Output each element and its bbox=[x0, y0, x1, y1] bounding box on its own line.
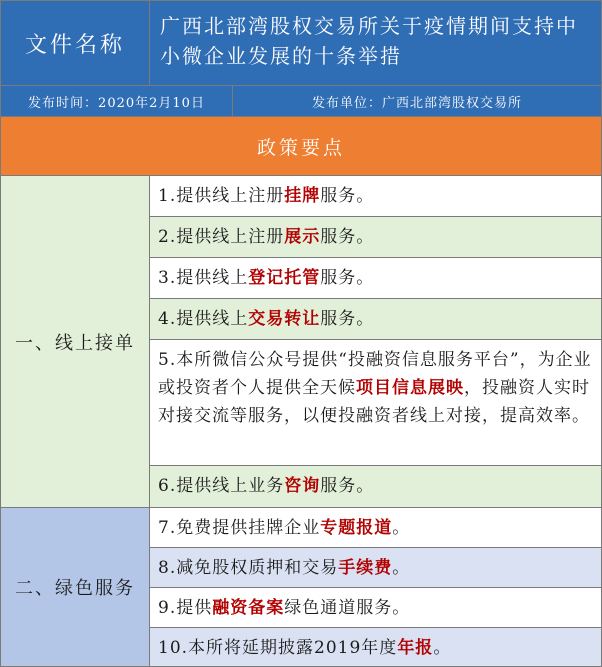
policy-item: 4.提供线上交易转让服务。 bbox=[149, 298, 602, 340]
policy-item: 10.本所将延期披露2019年度年报。 bbox=[149, 627, 602, 667]
policy-item: 9.提供融资备案绿色通道服务。 bbox=[149, 587, 602, 628]
policy-item: 7.免费提供挂牌企业专题报道。 bbox=[149, 507, 602, 548]
title-label: 文件名称 bbox=[0, 0, 150, 86]
category-green-service: 二、绿色服务 bbox=[0, 507, 150, 667]
publish-date: 发布时间：2020年2月10日 bbox=[0, 85, 233, 117]
policy-item: 6.提供线上业务咨询服务。 bbox=[149, 465, 602, 508]
category-online: 一、线上接单 bbox=[0, 175, 150, 508]
policy-item: 8.减免股权质押和交易手续费。 bbox=[149, 547, 602, 588]
publisher: 发布单位：广西北部湾股权交易所 bbox=[232, 85, 602, 117]
policy-item: 1.提供线上注册挂牌服务。 bbox=[149, 175, 602, 217]
policy-item: 2.提供线上注册展示服务。 bbox=[149, 216, 602, 258]
document-title: 广西北部湾股权交易所关于疫情期间支持中小微企业发展的十条举措 bbox=[149, 0, 602, 86]
policy-item: 5.本所微信公众号提供“投融资信息服务平台”，为企业或投资者个人提供全天候项目信息展映，投融资人实时对接交流等服务，以便投融资者线上对接，提高效率。 bbox=[149, 339, 602, 466]
section-title: 政策要点 bbox=[0, 116, 602, 176]
policy-item: 3.提供线上登记托管服务。 bbox=[149, 257, 602, 299]
